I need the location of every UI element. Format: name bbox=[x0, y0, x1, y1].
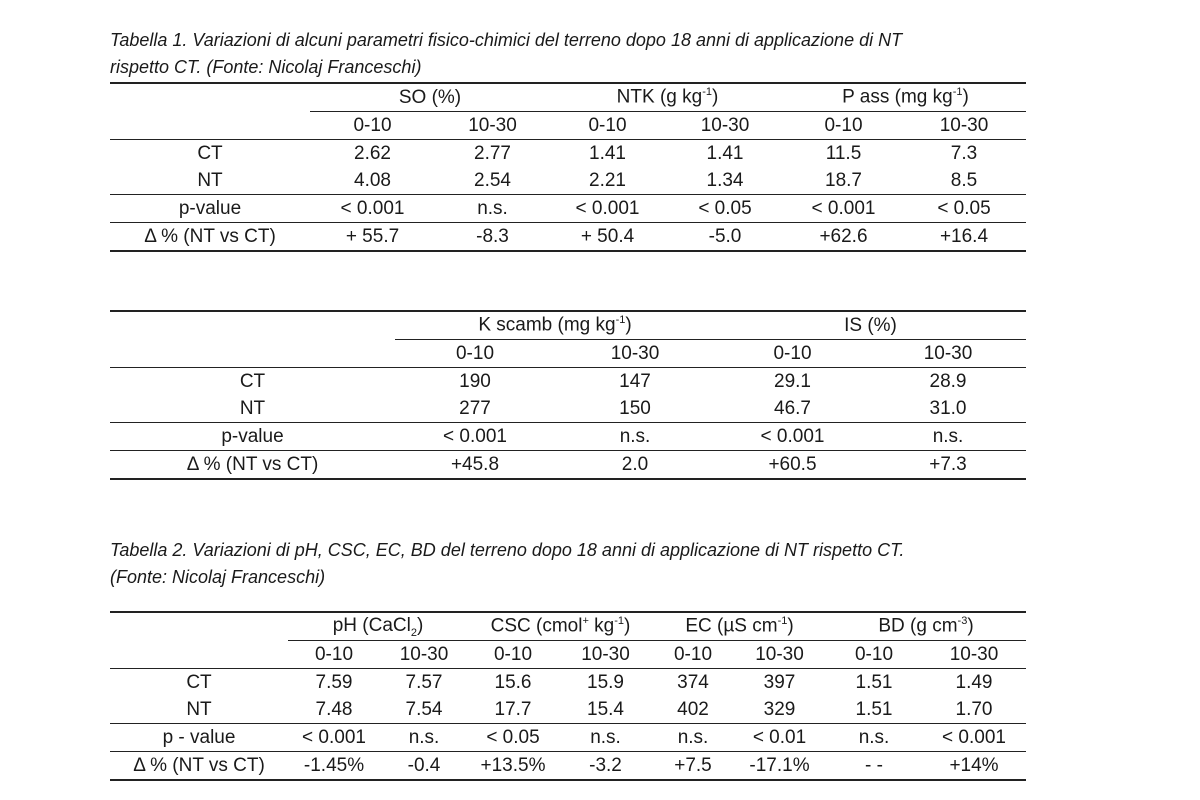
cell: n.s. bbox=[380, 724, 468, 752]
table-row bbox=[110, 696, 1026, 724]
cell: 2.0 bbox=[555, 451, 715, 480]
cell: 2.77 bbox=[474, 142, 511, 164]
table-row bbox=[110, 395, 1026, 423]
cell: 7.59 bbox=[315, 671, 353, 693]
cell: 46.7 bbox=[774, 397, 811, 419]
group-header-so: SO (%) bbox=[310, 83, 550, 112]
table-row bbox=[110, 423, 1026, 451]
group-header-ec: EC (µS $cm^{-1}$) bbox=[653, 612, 826, 641]
cell: +7.5 bbox=[653, 752, 733, 781]
cell: n.s. bbox=[435, 195, 550, 223]
row-label: Δ % (NT vs CT) bbox=[110, 223, 310, 252]
cell: 1.41 bbox=[589, 142, 626, 164]
cell: < 0.05 bbox=[902, 195, 1026, 223]
cell: 1.51 bbox=[855, 698, 893, 720]
cell: < 0.001 bbox=[715, 423, 870, 451]
cell: - - bbox=[826, 752, 922, 781]
cell: 31.0 bbox=[929, 397, 967, 419]
table2-caption bbox=[110, 537, 1070, 591]
cell: 2.62 bbox=[354, 142, 391, 164]
group-header-ph: pH (CaCl$_2$) bbox=[288, 612, 468, 641]
cell: 8.5 bbox=[950, 169, 978, 191]
depth-header-row bbox=[110, 641, 1026, 669]
depth-header: 0-10 bbox=[826, 641, 922, 669]
cell: 1.70 bbox=[955, 698, 993, 720]
cell: n.s. bbox=[653, 724, 733, 752]
cell: < 0.001 bbox=[310, 195, 435, 223]
cell: +62.6 bbox=[785, 223, 902, 252]
cell: 190 bbox=[459, 370, 491, 392]
cell: 1.41 bbox=[706, 142, 744, 164]
depth-header: 10-30 bbox=[380, 641, 468, 669]
table2-caption-line2: (Fonte: Nicolaj Franceschi) bbox=[110, 567, 326, 587]
table1-caption bbox=[110, 27, 1070, 81]
cell: n.s. bbox=[558, 724, 653, 752]
depth-header: 0-10 bbox=[785, 112, 902, 140]
cell: -17.1% bbox=[733, 752, 826, 781]
cell: + 55.7 bbox=[310, 223, 435, 252]
row-label: CT bbox=[197, 142, 223, 164]
cell: 147 bbox=[619, 370, 651, 392]
group-header-is: IS (%) bbox=[715, 311, 1026, 340]
cell: +16.4 bbox=[902, 223, 1026, 252]
row-label: p - value bbox=[110, 724, 288, 752]
cell: 1.34 bbox=[706, 169, 744, 191]
cell: +60.5 bbox=[715, 451, 870, 480]
table1-caption-line2: rispetto CT. (Fonte: Nicolaj Franceschi) bbox=[110, 57, 422, 77]
depth-header: 0-10 bbox=[310, 112, 435, 140]
row-label: NT bbox=[239, 397, 266, 419]
table2 bbox=[110, 611, 1026, 781]
row-label: Δ % (NT vs CT) bbox=[110, 451, 395, 480]
table-header-row bbox=[110, 83, 1026, 112]
table2-caption-line1: Tabella 2. Variazioni di pH, CSC, EC, BD del terreno dopo 18 anni di applicazione di NT rispetto CT. bbox=[110, 540, 905, 560]
depth-header: 10-30 bbox=[665, 112, 785, 140]
depth-header: 0-10 bbox=[550, 112, 665, 140]
group-header-k-scamb: K scamb (mg $kg^{-1}$) bbox=[395, 311, 715, 340]
cell: < 0.05 bbox=[665, 195, 785, 223]
cell: 15.9 bbox=[587, 671, 624, 693]
cell: -3.2 bbox=[558, 752, 653, 781]
depth-header: 0-10 bbox=[715, 340, 870, 368]
table1-caption-line1: Tabella 1. Variazioni di alcuni parametri fisico-chimici del terreno dopo 18 anni di applicazione di NT bbox=[110, 30, 903, 50]
row-label: p-value bbox=[110, 195, 310, 223]
cell: 7.48 bbox=[315, 698, 353, 720]
cell: 2.54 bbox=[474, 169, 511, 191]
cell: n.s. bbox=[870, 423, 1026, 451]
cell: 1.49 bbox=[955, 671, 993, 693]
cell: 29.1 bbox=[774, 370, 811, 392]
cell: < 0.001 bbox=[288, 724, 380, 752]
cell: < 0.001 bbox=[922, 724, 1026, 752]
group-header-p-ass: P ass (mg $kg^{-1}$) bbox=[785, 83, 1026, 112]
table-row bbox=[110, 167, 1026, 195]
cell: 7.54 bbox=[405, 698, 443, 720]
group-header-bd: BD (g $cm^{-3}$) bbox=[826, 612, 1026, 641]
depth-header: 0-10 bbox=[468, 641, 558, 669]
row-label: CT bbox=[239, 370, 266, 392]
cell: 1.51 bbox=[855, 671, 893, 693]
cell: 150 bbox=[619, 397, 651, 419]
table1-part-b bbox=[110, 310, 1026, 480]
cell: 18.7 bbox=[825, 169, 862, 191]
cell: < 0.001 bbox=[395, 423, 555, 451]
depth-header-row bbox=[110, 340, 1026, 368]
cell: +13.5% bbox=[468, 752, 558, 781]
cell: 397 bbox=[763, 671, 796, 693]
depth-header: 10-30 bbox=[922, 641, 1026, 669]
row-label: NT bbox=[197, 169, 223, 191]
cell: 15.4 bbox=[587, 698, 624, 720]
cell: < 0.01 bbox=[733, 724, 826, 752]
group-header-ntk: NTK (g $kg^{-1}$) bbox=[550, 83, 785, 112]
cell: n.s. bbox=[555, 423, 715, 451]
cell: n.s. bbox=[826, 724, 922, 752]
table-header-row bbox=[110, 311, 1026, 340]
depth-header-row bbox=[110, 112, 1026, 140]
depth-header: 10-30 bbox=[558, 641, 653, 669]
cell: 329 bbox=[763, 698, 796, 720]
cell: 17.7 bbox=[494, 698, 532, 720]
cell: < 0.001 bbox=[785, 195, 902, 223]
cell: + 50.4 bbox=[550, 223, 665, 252]
cell: -1.45% bbox=[288, 752, 380, 781]
cell: -0.4 bbox=[380, 752, 468, 781]
table-header-row bbox=[110, 612, 1026, 641]
cell: 277 bbox=[459, 397, 491, 419]
depth-header: 0-10 bbox=[288, 641, 380, 669]
depth-header: 0-10 bbox=[653, 641, 733, 669]
cell: 7.3 bbox=[950, 142, 978, 164]
cell: 11.5 bbox=[825, 142, 862, 164]
depth-header: 10-30 bbox=[435, 112, 550, 140]
table-row bbox=[110, 368, 1026, 396]
cell: 2.21 bbox=[589, 169, 626, 191]
row-label: p-value bbox=[110, 423, 395, 451]
cell: -8.3 bbox=[435, 223, 550, 252]
table-row bbox=[110, 195, 1026, 223]
row-label: NT bbox=[186, 698, 212, 720]
cell: 15.6 bbox=[494, 671, 532, 693]
cell: 7.57 bbox=[405, 671, 443, 693]
row-label: CT bbox=[186, 671, 212, 693]
table-row bbox=[110, 669, 1026, 697]
cell: 402 bbox=[677, 698, 709, 720]
cell: -5.0 bbox=[665, 223, 785, 252]
table-row bbox=[110, 140, 1026, 168]
depth-header: 10-30 bbox=[555, 340, 715, 368]
cell: < 0.05 bbox=[468, 724, 558, 752]
cell: < 0.001 bbox=[550, 195, 665, 223]
cell: 4.08 bbox=[354, 169, 391, 191]
depth-header: 0-10 bbox=[395, 340, 555, 368]
table-row bbox=[110, 223, 1026, 252]
cell: +7.3 bbox=[870, 451, 1026, 480]
cell: +45.8 bbox=[395, 451, 555, 480]
depth-header: 10-30 bbox=[870, 340, 1026, 368]
table-row bbox=[110, 752, 1026, 781]
table-row bbox=[110, 724, 1026, 752]
cell: 374 bbox=[677, 671, 709, 693]
depth-header: 10-30 bbox=[733, 641, 826, 669]
table-row bbox=[110, 451, 1026, 480]
depth-header: 10-30 bbox=[902, 112, 1026, 140]
row-label: Δ % (NT vs CT) bbox=[110, 752, 288, 781]
cell: +14% bbox=[922, 752, 1026, 781]
group-header-csc: CSC (cmol+ $kg^{-1}$) bbox=[468, 612, 653, 641]
cell: 28.9 bbox=[929, 370, 967, 392]
table1-part-a bbox=[110, 82, 1026, 252]
